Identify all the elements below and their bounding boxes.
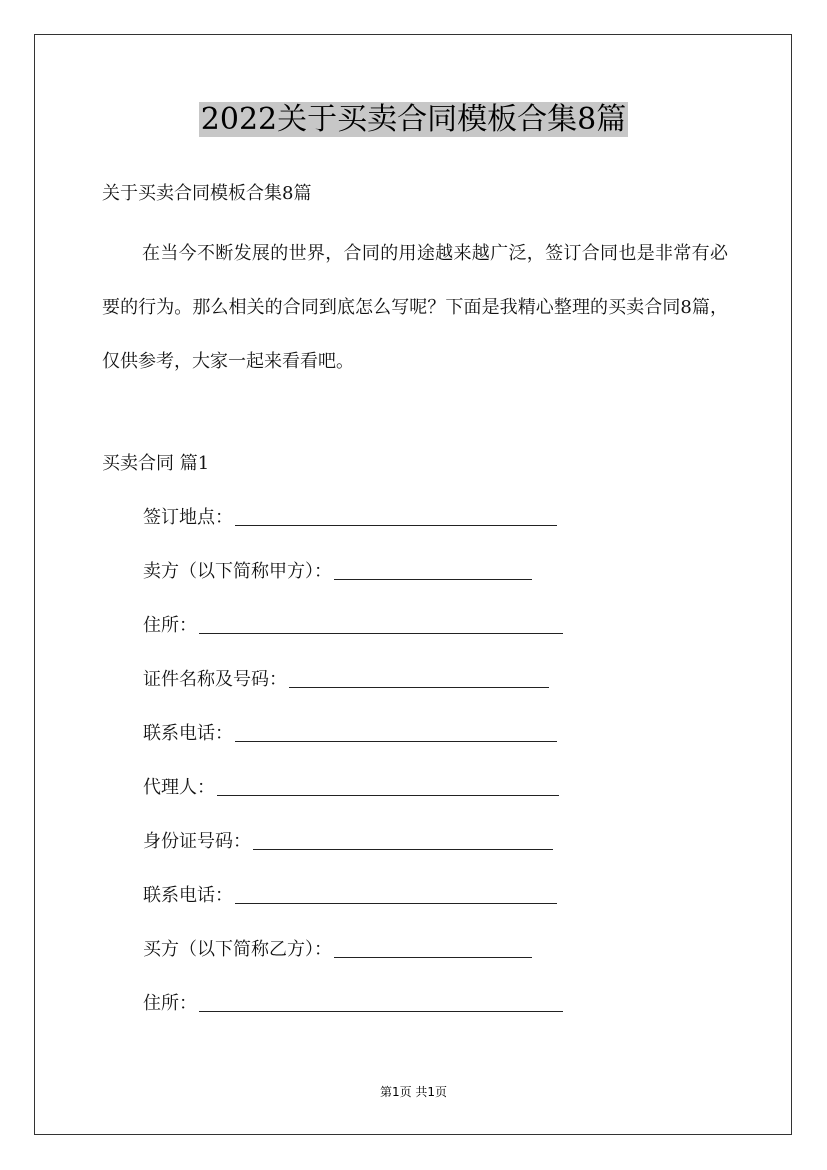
fill-in-line[interactable] xyxy=(253,829,553,850)
form-fields xyxy=(143,505,573,1045)
field-label: 代理人： xyxy=(143,777,215,798)
field-label: 联系电话： xyxy=(143,723,233,744)
intro-paragraph: 在当今不断发展的世界，合同的用途越来越广泛，签订合同也是非常有必要的行为。那么相关的合同到底怎么写呢？下面是我精心整理的买卖合同8篇，仅供参考，大家一起来看看吧。 xyxy=(102,243,728,372)
field-row-seller-address xyxy=(143,613,573,667)
field-row-seller xyxy=(143,559,573,613)
document-title xyxy=(0,98,827,142)
fill-in-line[interactable] xyxy=(199,991,563,1012)
field-label: 证件名称及号码： xyxy=(143,669,287,690)
fill-in-line[interactable] xyxy=(289,667,549,688)
field-row-seller-phone xyxy=(143,721,573,775)
fill-in-line[interactable] xyxy=(334,937,532,958)
document-title-text: 2022关于买卖合同模板合集8篇 xyxy=(200,102,627,137)
field-row-id-number xyxy=(143,829,573,883)
field-label: 身份证号码： xyxy=(143,831,251,852)
fill-in-line[interactable] xyxy=(199,613,563,634)
field-row-buyer-address xyxy=(143,991,573,1045)
field-row-signing-place xyxy=(143,505,573,559)
document-subtitle: 关于买卖合同模板合集8篇 xyxy=(102,183,312,204)
fill-in-line[interactable] xyxy=(334,559,532,580)
field-row-buyer xyxy=(143,937,573,991)
field-row-id-document xyxy=(143,667,573,721)
fill-in-line[interactable] xyxy=(235,505,557,526)
field-label: 签订地点： xyxy=(143,507,233,528)
section-heading: 买卖合同 篇1 xyxy=(102,453,210,474)
field-label: 住所： xyxy=(143,615,197,636)
field-row-agent xyxy=(143,775,573,829)
fill-in-line[interactable] xyxy=(217,775,559,796)
field-label: 买方（以下简称乙方）： xyxy=(143,939,332,960)
field-label: 住所： xyxy=(143,993,197,1014)
fill-in-line[interactable] xyxy=(235,721,557,742)
field-row-agent-phone xyxy=(143,883,573,937)
fill-in-line[interactable] xyxy=(235,883,557,904)
page-footer: 第1页 共1页 xyxy=(379,1085,448,1099)
field-label: 联系电话： xyxy=(143,885,233,906)
field-label: 卖方（以下简称甲方）： xyxy=(143,561,332,582)
